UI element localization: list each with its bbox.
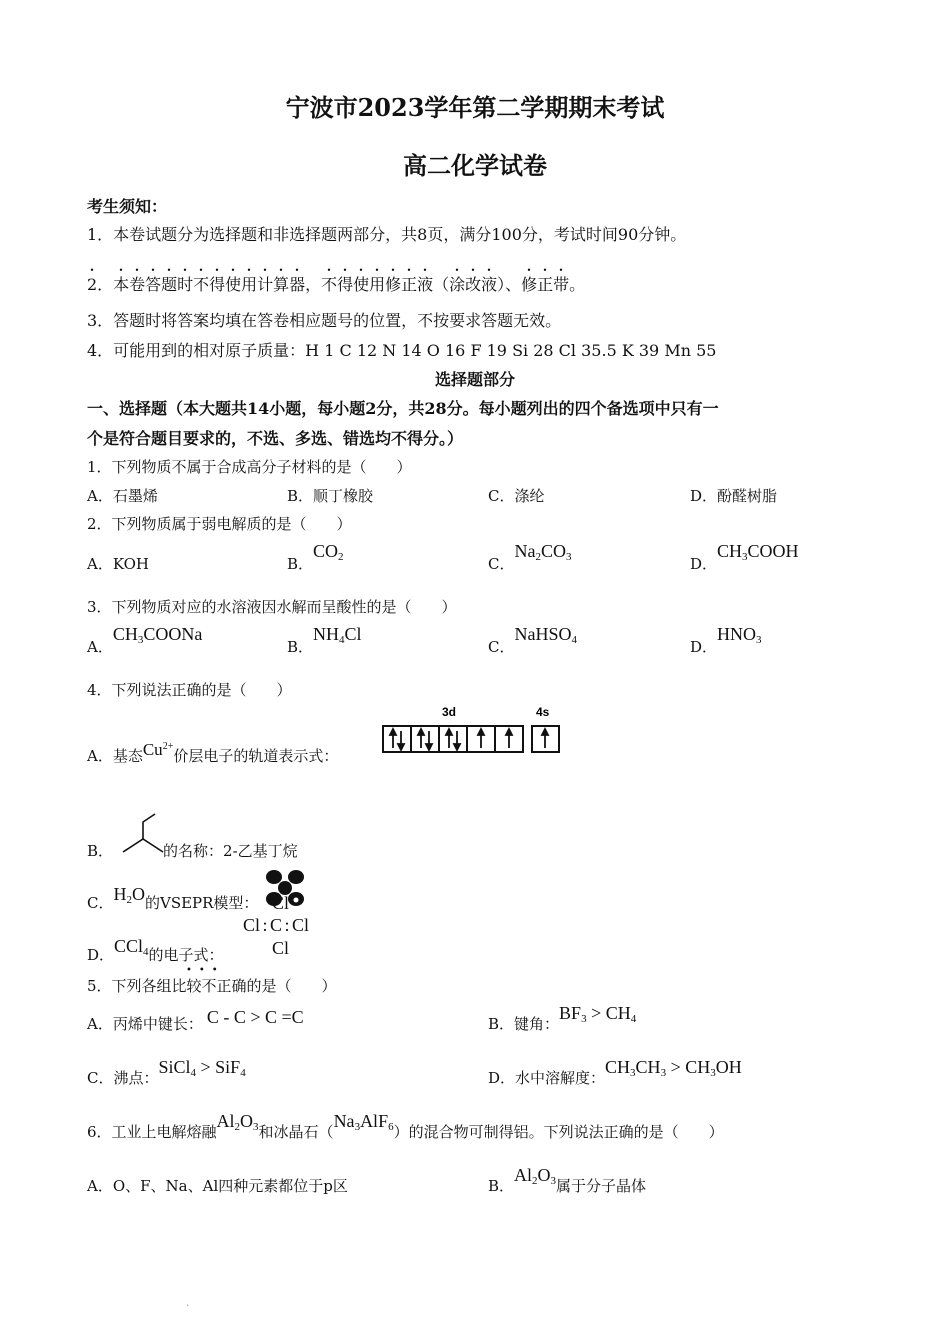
q1-option-c: C．涤纶: [488, 487, 545, 505]
q1-option-b: B．顺丁橡胶: [287, 487, 374, 505]
lewis-bottom: Cl: [272, 938, 290, 958]
q1-stem: 1．下列物质不属于合成高分子材料的是（ ）: [87, 458, 412, 476]
q4-option-b: B． 的名称：2-乙基丁烷: [87, 812, 298, 862]
q1-option-a: A．石墨烯: [87, 487, 158, 505]
q6-option-a: A．O、F、Na、Al四种元素都位于p区: [87, 1177, 348, 1195]
notice-item-4: 4．可能用到的相对原子质量：H 1 C 12 N 14 O 16 F 19 Si 28 Cl 35.5 K 39 Mn 55: [87, 341, 717, 360]
q6-stem: 6．工业上电解熔融$Al_2O_3$和冰晶石$(Na_3AlF_6)$的混合物可制得铝。下列说法正确的是（ ）: [87, 1111, 724, 1141]
q5-stem: 5．下列各组比较不正确的是（ ）: [87, 977, 337, 995]
exam-subtitle: 高二化学试卷: [403, 151, 547, 180]
section-label: 选择题部分: [434, 370, 515, 389]
q2-stem: 2．下列物质属于弱电解质的是（ ）: [87, 515, 352, 533]
q5-option-d: D．水中溶解度：$CH_3CH_3 > CH_3OH$: [488, 1057, 742, 1087]
q3-stem: 3．下列物质对应的水溶液因水解而呈酸性的是（ ）: [87, 598, 457, 616]
q5-option-a: A．丙烯中键长： C - C > C =C: [87, 1007, 304, 1033]
q3-option-c: C．NaHSO$_4$: [488, 624, 577, 656]
q3-option-a: A．$CH_3COONa$: [87, 624, 203, 656]
orbital-4s-label: 4s: [536, 705, 550, 719]
q5-option-b: B．键角：$BF_3 > CH_4$: [488, 1003, 637, 1033]
q2-option-b: B．$CO_2$: [287, 541, 344, 573]
q6-option-b: B．$Al_2O_3$属于分子晶体: [488, 1165, 647, 1195]
lewis-middle: Cl : C : Cl: [243, 915, 310, 935]
q4-option-a: A．基态$Cu^{2+}$价层电子的轨道表示式：: [87, 740, 339, 765]
q2-option-c: C．$Na_2CO_3$: [488, 541, 572, 573]
exam-title: 宁波市2023学年第二学期期末考试: [285, 93, 665, 122]
q5-option-c: C．沸点：SiCl$_4$ > SiF$_4$: [87, 1057, 246, 1087]
lewis-top: Cl: [272, 893, 290, 913]
q4-option-c: C．$H_2O$的VSEPR模型：: [87, 866, 308, 914]
notice-item-1: 1．本卷试题分为选择题和非选择题两部分，共8页，满分100分，考试时间90分钟。: [87, 225, 687, 244]
footer-mark: .: [186, 1298, 190, 1309]
notice-heading: 考生须知：: [87, 197, 168, 216]
orbital-3d-label: 3d: [442, 705, 457, 719]
section-heading-line1: 一、选择题（本大题共14小题，每小题2分，共28分。每小题列出的四个备选项中只有一: [87, 399, 719, 418]
skeletal-structure: [111, 812, 165, 862]
emphasis-dots: •••: [186, 965, 225, 976]
q2-option-a: A．KOH: [87, 555, 150, 573]
q3-option-b: B．$NH_4Cl$: [287, 624, 362, 656]
notice-item-2: 2．本卷答题时不得使用计算器，不得使用修正液（涂改液）、修正带。: [87, 275, 586, 294]
q3-option-d: D．$HNO_3$: [690, 624, 762, 656]
q2-option-d: D．$CH_3COOH$: [690, 541, 799, 573]
q4-option-d: D．CCl$_4$的电子式：: [87, 936, 224, 964]
cu-orbital-diagram: [380, 702, 565, 756]
section-heading-line2: 个是符合题目要求的，不选、多选、错选均不得分。）: [87, 429, 464, 448]
notice-item-3: 3．答题时将答案均填在答卷相应题号的位置，不按要求答题无效。: [87, 311, 562, 330]
q4-stem: 4．下列说法正确的是（ ）: [87, 681, 292, 699]
q1-option-d: D．酚醛树脂: [690, 487, 778, 505]
